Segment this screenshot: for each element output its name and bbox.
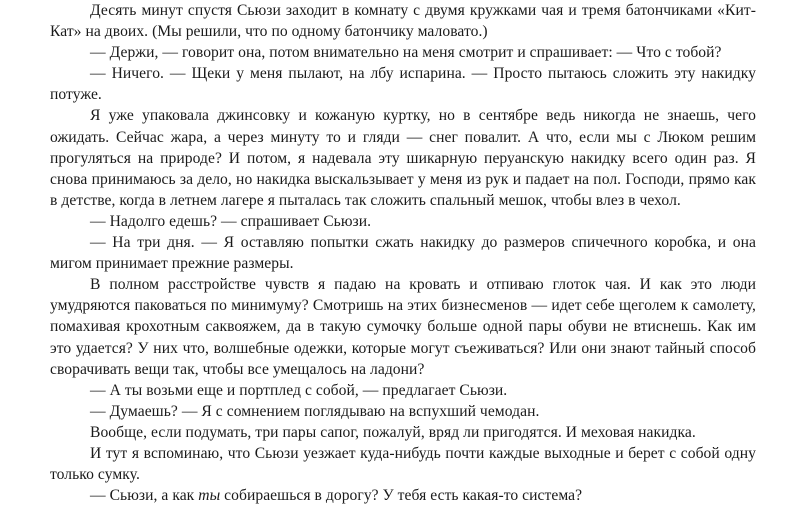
- paragraph-2: — Держи, — говорит она, потом внимательно на меня смотрит и спрашивает: — Что с тобой?: [90, 44, 722, 62]
- paragraph-12-start: — Сьюзи, а как: [90, 487, 199, 505]
- paragraph-4: Я уже упаковала джинсовку и кожаную куртку, но в сентябре ведь никогда не знаешь, чего ожидать. Сейчас жара, а через минуту то и гляди — снег повалит. А что, если мы с Люком решим прогуляться на природе? И потом, я надевала эту шикарную перуанскую накидку всего один раз. Я снова принимаюсь за дело, но накидка выскальзывает у меня из рук и падает на пол. Господи, прямо как в детстве, когда в летнем лагере я пыталась так сложить спальный мешок, чтобы влез в чехол.: [50, 107, 756, 209]
- paragraph-1: Десять минут спустя Сьюзи заходит в комнату с двумя кружками чая и тремя батончиками «Кит-Кат» на двоих. (Мы решили, что по одному батончику маловато.): [50, 2, 756, 41]
- book-page: [50, 0, 756, 506]
- paragraph-8: — А ты возьми еще и портплед с собой, — предлагает Сьюзи.: [90, 381, 508, 399]
- paragraph-12-end: собираешься в дорогу? У тебя есть какая-то система?: [220, 487, 583, 505]
- paragraph-11: И тут я вспоминаю, что Сьюзи уезжает куда-нибудь почти каждые выходные и берет с собой одну только сумку.: [50, 444, 756, 484]
- paragraph-10: Вообще, если подумать, три пары сапог, пожалуй, вряд ли пригодятся. И меховая накидка.: [90, 423, 696, 441]
- paragraph-12-italic: ты: [198, 487, 221, 505]
- paragraph-5: — Надолго едешь? — спрашивает Сьюзи.: [90, 212, 372, 230]
- paragraph-6: — На три дня. — Я оставляю попытки сжать накидку до размеров спичечного коробка, и она мигом принимает прежние размеры.: [50, 234, 756, 273]
- paragraph-7: В полном расстройстве чувств я падаю на кровать и отпиваю глоток чая. И как это люди умудряются паковаться по минимуму? Смотришь на этих бизнесменов — идет себе щеголем к самолету, помахивая крохотным саквояжем, да в такую сумочку больше одной пары обуви не втиснешь. Как им это удается? У них что, волшебные одежки, которые могут съеживаться? Или они знают тайный способ сворачивать вещи так, чтобы все умещалось на ладони?: [50, 276, 756, 378]
- paragraph-3: — Ничего. — Щеки у меня пылают, на лбу испарина. — Просто пытаюсь сложить эту накидку потуже.: [50, 65, 756, 104]
- paragraph-12: [50, 485, 756, 506]
- paragraph-9: — Думаешь? — Я с сомнением поглядываю на вспухший чемодан.: [90, 402, 540, 420]
